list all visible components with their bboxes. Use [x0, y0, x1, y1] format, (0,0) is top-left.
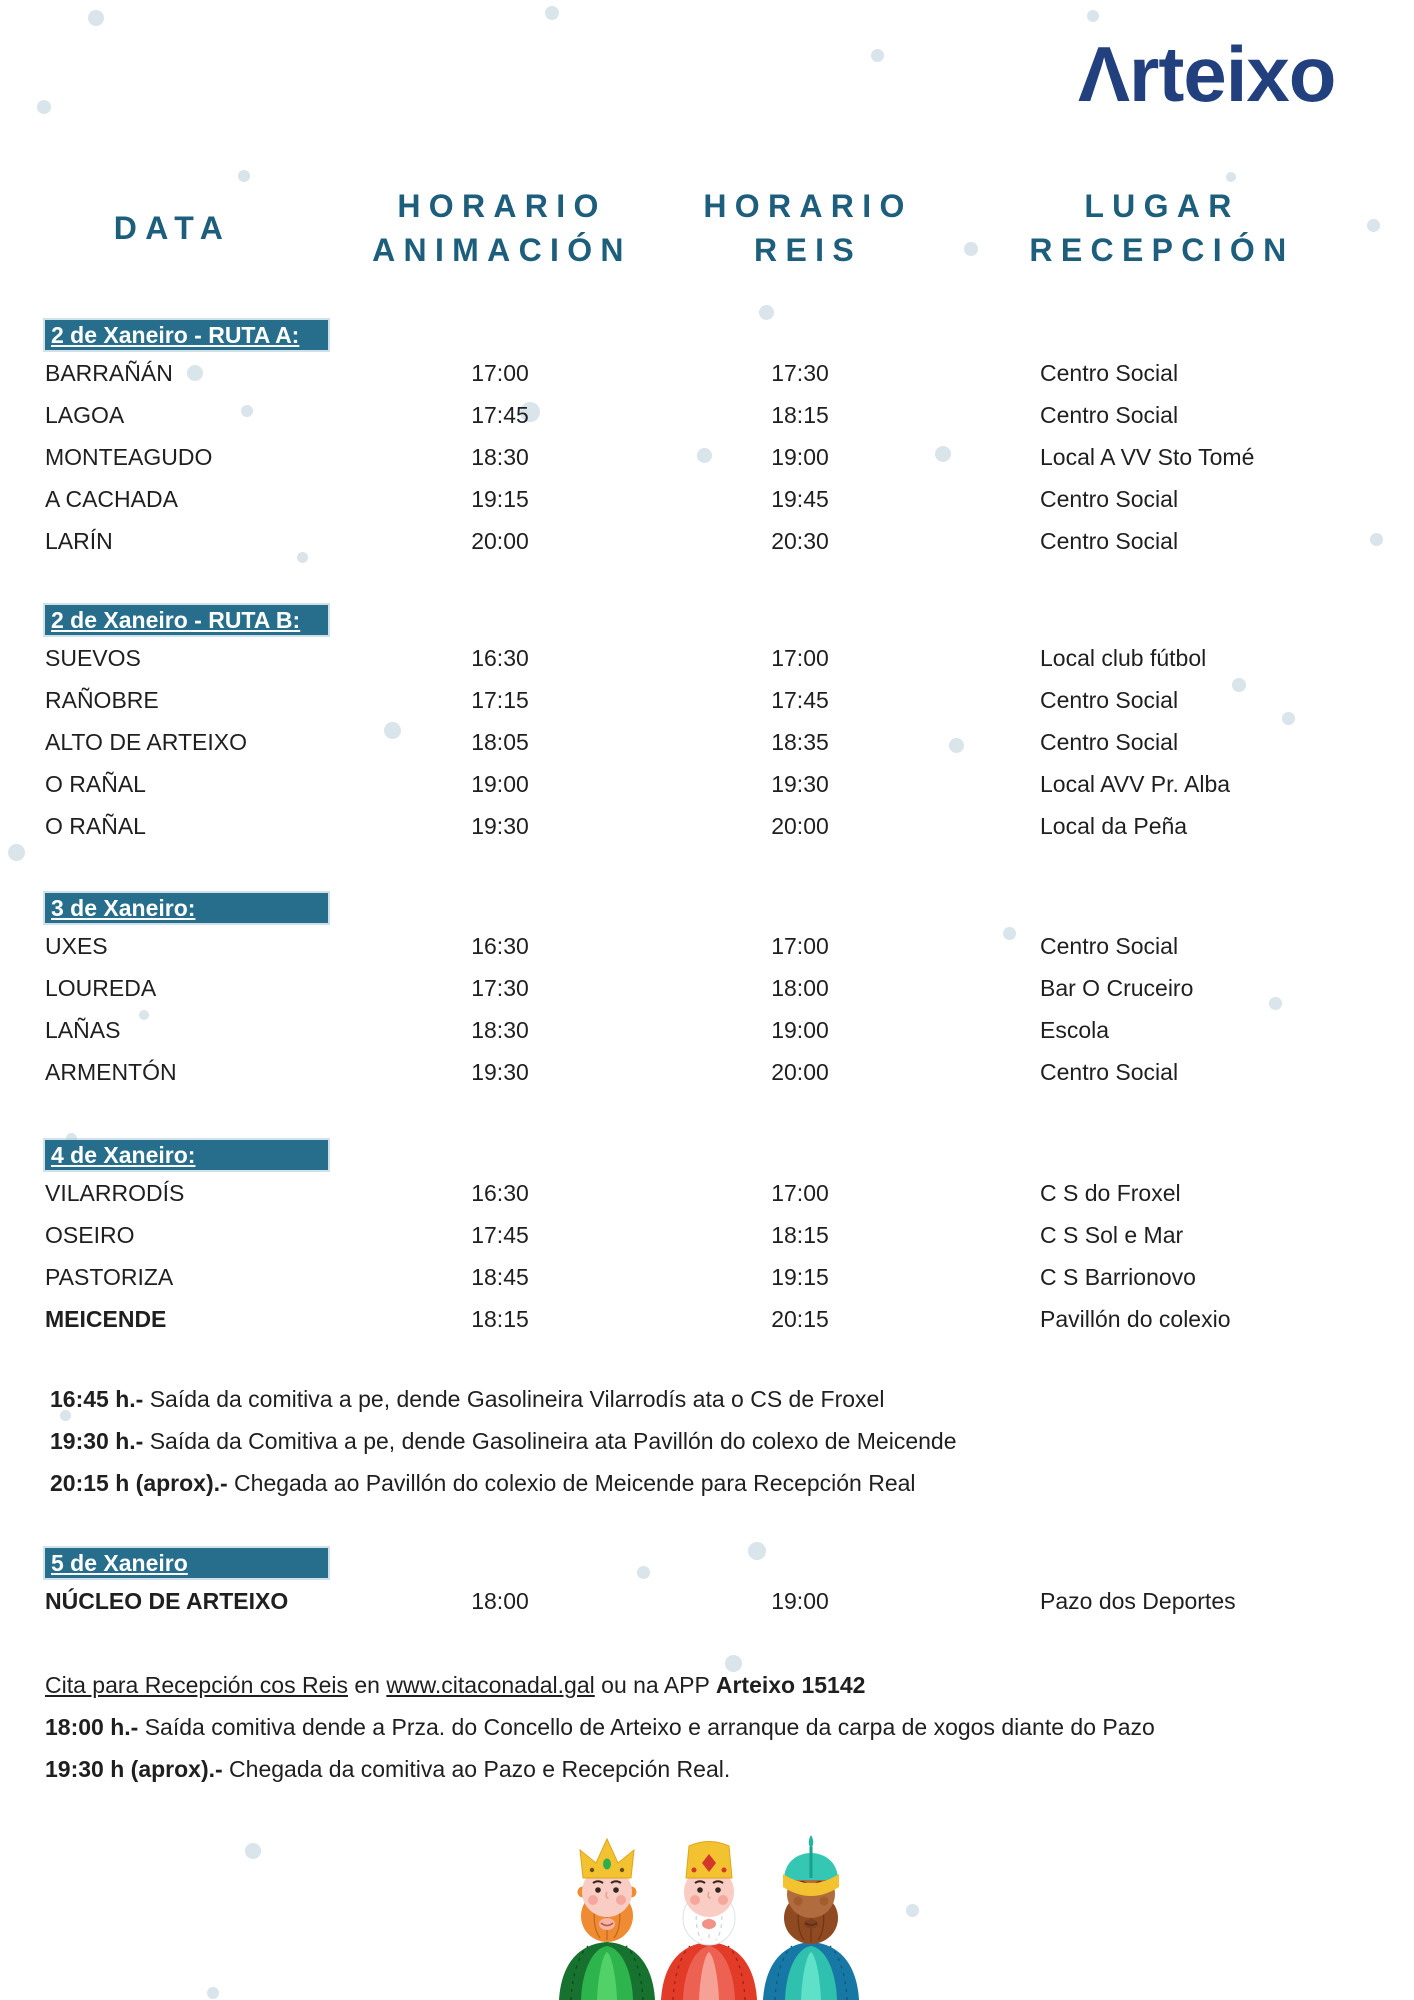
place-cell: A CACHADA	[45, 486, 178, 512]
column-header-horario-reis	[648, 184, 968, 272]
animacion-time-cell: 19:15	[471, 486, 529, 512]
note-text: Saída da comitiva a pe, dende Gasolineira Vilarrodís ata o CS de Froxel	[143, 1386, 885, 1412]
section-title: 2 de Xaneiro - RUTA A:	[51, 322, 300, 348]
animacion-time-cell: 17:45	[471, 1222, 529, 1248]
column-header-line: ANIMACIÓN	[372, 232, 632, 268]
confetti-dot	[88, 10, 104, 26]
lugar-cell: Local da Peña	[1040, 813, 1188, 839]
website-link[interactable]: www.citaconadal.gal	[386, 1672, 595, 1698]
table-row	[45, 1298, 1369, 1340]
footer-time-label: 18:00 h.-	[45, 1714, 139, 1740]
reis-time-cell: 19:00	[771, 444, 829, 470]
schedule-section	[45, 605, 1369, 847]
place-cell: RAÑOBRE	[45, 687, 159, 713]
reis-time-cell: 19:00	[771, 1017, 829, 1043]
table-row	[45, 520, 1369, 562]
place-cell: BARRAÑÁN	[45, 360, 173, 386]
confetti-dot	[245, 1843, 261, 1859]
king-gaspar	[661, 1842, 757, 2000]
schedule-section	[45, 1140, 1369, 1340]
animacion-time-cell: 16:30	[471, 645, 529, 671]
note-line	[50, 1378, 957, 1420]
appointment-text-segment: Arteixo 15142	[715, 1672, 866, 1698]
place-cell: ALTO DE ARTEIXO	[45, 729, 247, 755]
three-kings-illustration	[550, 1834, 870, 2000]
animacion-time-cell: 17:30	[471, 975, 529, 1001]
column-header-line: HORARIO	[397, 188, 607, 224]
reis-time-cell: 20:00	[771, 1059, 829, 1085]
reis-time-cell: 20:00	[771, 813, 829, 839]
place-cell: LOUREDA	[45, 975, 157, 1001]
table-row	[45, 394, 1369, 436]
table-row	[45, 679, 1369, 721]
reis-time-cell: 17:00	[771, 645, 829, 671]
animacion-time-cell: 19:00	[471, 771, 529, 797]
place-cell: MONTEAGUDO	[45, 444, 213, 470]
note-text: Saída da Comitiva a pe, dende Gasolineira ata Pavillón do colexo de Meicende	[143, 1428, 957, 1454]
column-header-lugar-recepcion	[1002, 184, 1322, 272]
note-time-label: 19:30 h.-	[50, 1428, 144, 1454]
lugar-cell: Centro Social	[1040, 528, 1179, 554]
animacion-time-cell: 18:05	[471, 729, 529, 755]
column-header-line: LUGAR	[1084, 188, 1240, 224]
place-cell: O RAÑAL	[45, 813, 146, 839]
column-header-line: HORARIO	[703, 188, 913, 224]
confetti-dot	[1226, 172, 1236, 182]
column-header-line: REIS	[754, 232, 862, 268]
lugar-cell: Local club fútbol	[1040, 645, 1207, 671]
appointment-line	[45, 1664, 1155, 1706]
animacion-time-cell: 16:30	[471, 1180, 529, 1206]
section-title: 4 de Xaneiro:	[51, 1142, 196, 1168]
place-cell: LARÍN	[45, 528, 113, 554]
lugar-cell: Centro Social	[1040, 729, 1179, 755]
footer-text: Saída comitiva dende a Prza. do Concello de Arteixo e arranque da carpa de xogos diante do Pazo	[138, 1714, 1155, 1740]
animacion-time-cell: 18:30	[471, 1017, 529, 1043]
table-row	[45, 805, 1369, 847]
reis-time-cell: 18:15	[771, 402, 829, 428]
section-rows	[45, 637, 1369, 847]
section-title-band	[45, 320, 328, 350]
animacion-time-cell: 17:15	[471, 687, 529, 713]
lugar-cell: Centro Social	[1040, 1059, 1179, 1085]
confetti-dot	[37, 100, 51, 114]
king-melchor	[559, 1839, 655, 2000]
section-title-band	[45, 893, 328, 923]
lugar-cell: Bar O Cruceiro	[1040, 975, 1194, 1001]
schedule-section	[45, 1548, 1369, 1622]
reis-time-cell: 17:00	[771, 933, 829, 959]
note-text: Chegada ao Pavillón do colexio de Meicende para Recepción Real	[227, 1470, 916, 1496]
column-header-data: DATA	[113, 210, 232, 246]
place-cell: NÚCLEO DE ARTEIXO	[45, 1588, 289, 1614]
note-line	[50, 1420, 957, 1462]
place-cell: LAÑAS	[45, 1017, 121, 1043]
animacion-time-cell: 17:45	[471, 402, 529, 428]
footer-note-line	[45, 1748, 1155, 1790]
section-rows	[45, 352, 1369, 562]
animacion-time-cell: 19:30	[471, 813, 529, 839]
reis-time-cell: 19:00	[771, 1588, 829, 1614]
table-row	[45, 1172, 1369, 1214]
section-title-band	[45, 605, 328, 635]
appointment-text-segment: Cita para Recepción cos Reis	[45, 1672, 348, 1698]
table-row	[45, 967, 1369, 1009]
confetti-dot	[871, 49, 884, 62]
animacion-time-cell: 18:45	[471, 1264, 529, 1290]
reis-time-cell: 19:30	[771, 771, 829, 797]
table-row	[45, 1256, 1369, 1298]
table-row	[45, 763, 1369, 805]
lugar-cell: C S Barrionovo	[1040, 1264, 1196, 1290]
appointment-text-segment: ou na APP	[594, 1672, 716, 1698]
footer-note-line	[45, 1706, 1155, 1748]
note-time-label: 16:45 h.-	[50, 1386, 144, 1412]
place-cell: OSEIRO	[45, 1222, 135, 1248]
lugar-cell: Centro Social	[1040, 360, 1179, 386]
confetti-dot	[238, 170, 250, 182]
confetti-dot	[545, 6, 559, 20]
lugar-cell: C S Sol e Mar	[1040, 1222, 1184, 1248]
reis-time-cell: 19:45	[771, 486, 829, 512]
lugar-cell: Centro Social	[1040, 687, 1179, 713]
animacion-time-cell: 18:15	[471, 1306, 529, 1332]
animacion-time-cell: 17:00	[471, 360, 529, 386]
lugar-cell: Centro Social	[1040, 486, 1179, 512]
animacion-time-cell: 18:30	[471, 444, 529, 470]
reis-time-cell: 18:00	[771, 975, 829, 1001]
place-cell: ARMENTÓN	[45, 1059, 177, 1085]
place-cell: LAGOA	[45, 402, 125, 428]
table-row	[45, 1009, 1369, 1051]
reis-time-cell: 18:35	[771, 729, 829, 755]
lugar-cell: Escola	[1040, 1017, 1110, 1043]
footer-notes	[45, 1664, 1155, 1790]
section-title-band	[45, 1548, 328, 1578]
table-row	[45, 436, 1369, 478]
lugar-cell: Pavillón do colexio	[1040, 1306, 1231, 1332]
animacion-time-cell: 16:30	[471, 933, 529, 959]
lugar-cell: Local A VV Sto Tomé	[1040, 444, 1255, 470]
section-title: 5 de Xaneiro	[51, 1550, 188, 1576]
place-cell: MEICENDE	[45, 1306, 167, 1332]
place-cell: PASTORIZA	[45, 1264, 174, 1290]
day4-notes	[50, 1378, 957, 1504]
reis-time-cell: 18:15	[771, 1222, 829, 1248]
lugar-cell: Local AVV Pr. Alba	[1040, 771, 1231, 797]
brand-logo: Λrteixo	[1078, 30, 1336, 118]
reis-time-cell: 17:45	[771, 687, 829, 713]
footer-text: Chegada da comitiva ao Pazo e Recepción Real.	[222, 1756, 731, 1782]
table-row	[45, 1214, 1369, 1256]
table-row	[45, 1051, 1369, 1093]
animacion-time-cell: 20:00	[471, 528, 529, 554]
footer-time-label: 19:30 h (aprox).-	[45, 1756, 223, 1782]
schedule-section	[45, 893, 1369, 1093]
section-rows	[45, 1580, 1369, 1622]
lugar-cell: C S do Froxel	[1040, 1180, 1181, 1206]
section-rows	[45, 925, 1369, 1093]
column-header-line: RECEPCIÓN	[1029, 232, 1295, 268]
animacion-time-cell: 18:00	[471, 1588, 529, 1614]
column-header-horario-animacion	[342, 184, 662, 272]
note-time-label: 20:15 h (aprox).-	[50, 1470, 228, 1496]
lugar-cell: Centro Social	[1040, 933, 1179, 959]
confetti-dot	[8, 844, 25, 861]
confetti-dot	[1087, 10, 1099, 22]
place-cell: UXES	[45, 933, 108, 959]
table-row	[45, 637, 1369, 679]
note-line	[50, 1462, 957, 1504]
section-title: 3 de Xaneiro:	[51, 895, 196, 921]
table-row	[45, 925, 1369, 967]
table-row	[45, 1580, 1369, 1622]
schedule-section	[45, 320, 1369, 562]
table-row	[45, 721, 1369, 763]
section-title: 2 de Xaneiro - RUTA B:	[51, 607, 301, 633]
table-row	[45, 352, 1369, 394]
reis-time-cell: 17:30	[771, 360, 829, 386]
appointment-text-segment: en	[347, 1672, 387, 1698]
section-rows	[45, 1172, 1369, 1340]
place-cell: SUEVOS	[45, 645, 141, 671]
reis-time-cell: 20:15	[771, 1306, 829, 1332]
place-cell: VILARRODÍS	[45, 1180, 185, 1206]
reis-time-cell: 17:00	[771, 1180, 829, 1206]
confetti-dot	[906, 1904, 919, 1917]
reis-time-cell: 20:30	[771, 528, 829, 554]
lugar-cell: Pazo dos Deportes	[1040, 1588, 1236, 1614]
table-header	[0, 184, 1414, 276]
lugar-cell: Centro Social	[1040, 402, 1179, 428]
table-row	[45, 478, 1369, 520]
confetti-dot	[207, 1987, 219, 1999]
place-cell: O RAÑAL	[45, 771, 146, 797]
section-title-band	[45, 1140, 328, 1170]
confetti-dot	[759, 305, 774, 320]
king-baltasar	[763, 1835, 859, 2000]
reis-time-cell: 19:15	[771, 1264, 829, 1290]
confetti-dot	[1370, 533, 1383, 546]
animacion-time-cell: 19:30	[471, 1059, 529, 1085]
